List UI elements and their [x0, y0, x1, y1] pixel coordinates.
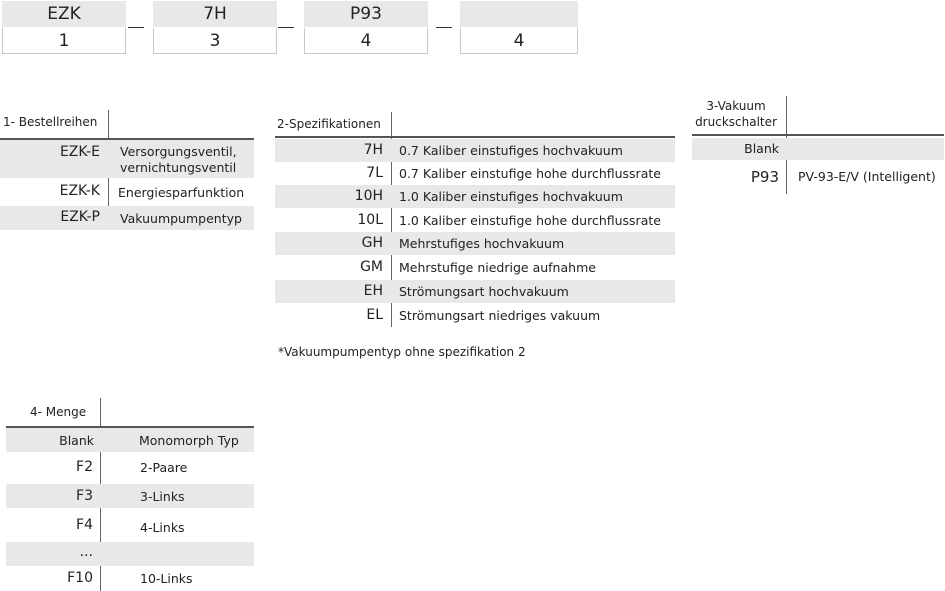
table-title-line: druckschalter: [695, 115, 777, 129]
row-desc: Strömungsart niedriges vakuum: [399, 308, 601, 323]
code-box-index: 3: [153, 28, 277, 54]
footnote: *Vakuumpumpentyp ohne spezifikation 2: [278, 345, 526, 359]
table-row: [275, 304, 675, 327]
table-row: [692, 164, 944, 188]
row-code: F10: [67, 570, 93, 586]
code-box-label: P93: [304, 1, 428, 28]
code-box-index: 4: [460, 28, 578, 54]
row-desc: Versorgungsventil, vernichtungsventil: [120, 144, 237, 175]
row-desc: 0.7 Kaliber einstufiges hochvakuum: [399, 143, 623, 158]
separator-dash: [128, 27, 144, 28]
separator-dash: [436, 27, 452, 28]
row-code: EH: [363, 283, 383, 299]
code-box-label: 7H: [153, 1, 277, 28]
table-row: [275, 185, 675, 208]
table-menge: [6, 398, 254, 591]
table-row: [6, 455, 254, 479]
row-code: Blank: [744, 141, 779, 156]
row-code: EZK-E: [59, 144, 100, 160]
table-row: [0, 180, 254, 204]
row-code: GM: [360, 259, 383, 275]
table-row: [275, 232, 675, 255]
row-desc: Vakuumpumpentyp: [120, 211, 242, 226]
row-desc: 10-Links: [140, 571, 193, 586]
row-desc: Strömungsart hochvakuum: [399, 284, 569, 299]
row-code: F4: [76, 517, 93, 533]
code-box-series: [2, 1, 126, 54]
row-code: 10H: [354, 188, 383, 204]
table-row: [0, 140, 254, 178]
header-desc: Monomorph Typ: [139, 433, 239, 448]
table-row: [6, 568, 254, 591]
row-desc: Mehrstufige niedrige aufnahme: [399, 260, 596, 275]
code-box-index: 4: [304, 28, 428, 54]
row-code: EZK-P: [60, 209, 100, 225]
table-row: [6, 484, 254, 508]
table-row: [275, 256, 675, 279]
table-title: [692, 98, 780, 130]
row-code: F2: [76, 459, 93, 475]
table-row: [692, 138, 944, 160]
table-row: [0, 206, 254, 230]
row-code: F3: [76, 488, 93, 504]
table-spezifikationen: [275, 112, 675, 332]
row-code: 7L: [366, 165, 383, 181]
code-box-label: [460, 1, 578, 28]
table-row: [275, 139, 675, 162]
row-desc: Mehrstufiges hochvakuum: [399, 236, 565, 251]
table-row: [6, 542, 254, 566]
table-title-line: 3-Vakuum: [706, 99, 766, 113]
row-desc: 2-Paare: [140, 460, 188, 475]
table-title: 1- Bestellreihen: [3, 115, 98, 129]
table-title: 2-Spezifikationen: [277, 117, 381, 131]
code-box-quantity: [460, 1, 578, 54]
row-desc: 1.0 Kaliber einstufiges hochvakuum: [399, 189, 623, 204]
row-code: 10L: [357, 212, 383, 228]
row-desc: 3-Links: [140, 489, 185, 504]
row-desc: PV-93-E/V (Intelligent): [798, 169, 936, 184]
table-row: [275, 209, 675, 232]
row-desc: 4-Links: [140, 520, 185, 535]
table-row: [275, 162, 675, 185]
row-desc: 1.0 Kaliber einstufige hohe durchflussrate: [399, 213, 661, 228]
table-bestellreihen: [0, 110, 254, 235]
row-code: EL: [366, 307, 383, 323]
code-box-label: EZK: [2, 1, 126, 28]
row-code: 7H: [363, 142, 383, 158]
table-row: [6, 513, 254, 539]
code-box-pressure-switch: [304, 1, 428, 54]
row-code: P93: [750, 168, 779, 186]
row-code: GH: [361, 235, 383, 251]
row-desc: Energiesparfunktion: [118, 185, 245, 200]
row-code: EZK-K: [59, 183, 100, 199]
header-rule: [692, 134, 944, 136]
code-box-specification: [153, 1, 277, 54]
code-box-index: 1: [2, 28, 126, 54]
table-header-row: [6, 428, 254, 452]
header-rule: [275, 136, 675, 138]
table-vakuum-druckschalter: [692, 96, 944, 196]
separator-dash: [278, 27, 294, 28]
table-title: 4- Menge: [30, 405, 87, 419]
table-row: [275, 280, 675, 303]
row-code: ...: [79, 544, 93, 560]
row-desc: 0.7 Kaliber einstufige hohe durchflussrate: [399, 166, 661, 181]
header-code: Blank: [59, 433, 94, 448]
